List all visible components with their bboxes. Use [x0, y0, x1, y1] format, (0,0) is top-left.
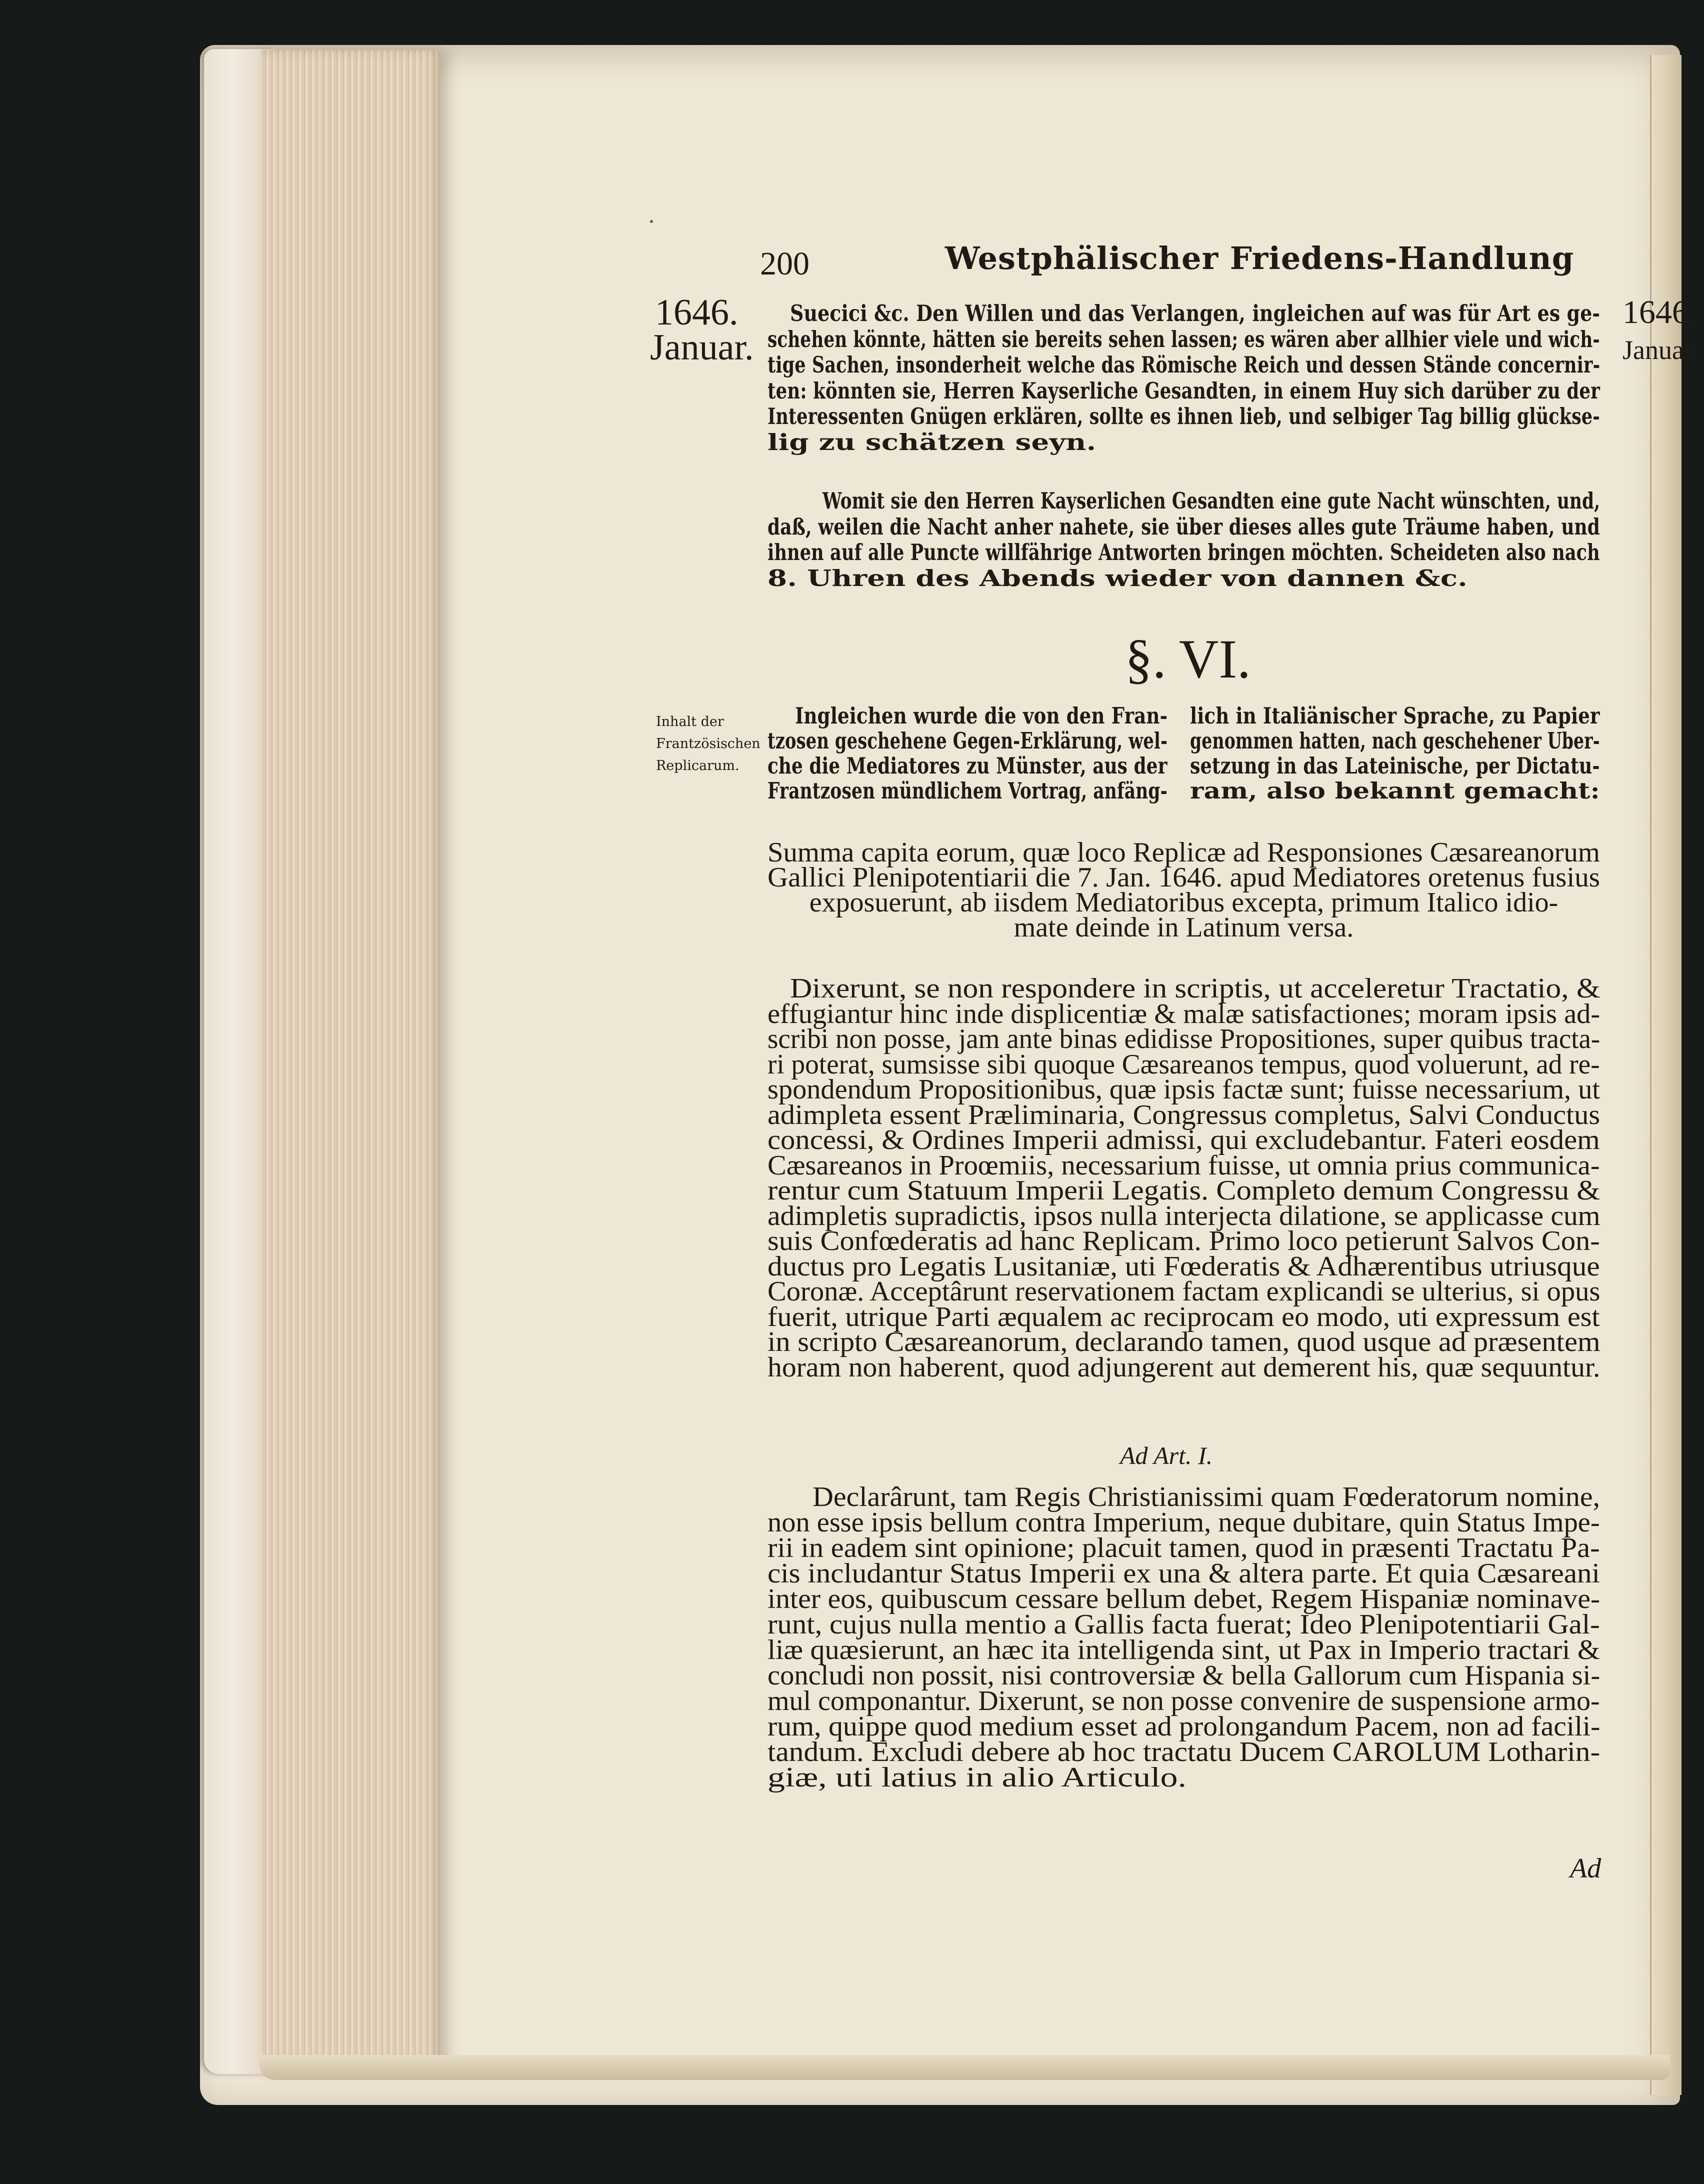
text-line: Coronæ. Acceptârunt reservationem factam explicandi se ulterius, si opus	[768, 1276, 1600, 1307]
margin-year-right: 1646.	[1622, 294, 1697, 330]
text-line: adimpletis supradictis, ipsos nulla interjecta dilatione, se applicasse cum	[768, 1200, 1600, 1232]
text-line: genommen hatten, nach geschehener Uber-	[1190, 728, 1600, 754]
text-line: giæ, uti latius in alio Articulo.	[768, 1762, 1187, 1793]
text-line: inter eos, quibuscum cessare bellum debet, Regem Hispaniæ nominave-	[768, 1584, 1600, 1614]
page-number: 200	[760, 246, 810, 282]
catchword: Ad	[1570, 1853, 1602, 1884]
text-line: fuerit, utrique Parti æqualem ac reciprocam eo modo, uti expressum est	[768, 1301, 1600, 1332]
text-line: cis includantur Status Imperii ex una & altera parte. Et quia Cæsareani	[768, 1558, 1600, 1589]
text-line: concludi non possit, nisi controversiæ & bella Gallorum cum Hispania si-	[768, 1660, 1600, 1691]
text-line: Dixerunt, se non respondere in scriptis, ut acceleretur Tractatio, &	[790, 973, 1600, 1004]
text-line: che die Mediatores zu Münster, aus der	[768, 752, 1168, 779]
text-line: mul componantur. Dixerunt, se non posse convenire de suspensione armo-	[768, 1686, 1600, 1716]
text-line: in scripto Cæsareanorum, declarando tamen, quod usque ad præsentem	[768, 1326, 1600, 1358]
text-line: mate deinde in Latinum versa.	[1014, 912, 1354, 943]
text-line: schehen könnte, hätten sie bereits sehen lassen; es wären aber allhier viele und wich-	[768, 326, 1600, 352]
text-line: lich in Italiänischer Sprache, zu Papier	[1190, 702, 1600, 729]
margin-year-left: 1646.	[655, 292, 738, 333]
text-line: tandum. Excludi debere ab hoc tractatu Ducem CAROLUM Lotharin-	[768, 1736, 1600, 1768]
margin-note-line-3: Replicarum.	[656, 758, 740, 774]
text-line: ri poterat, sumsisse sibi quoque Cæsareanos tempus, quod voluerunt, ad re-	[768, 1048, 1600, 1080]
text-line: tzosen geschehene Gegen-Erklärung, wel-	[768, 728, 1168, 754]
margin-note-line-1: Inhalt der	[656, 714, 724, 730]
text-line: rum, quippe quod medium esset ad prolongandum Pacem, non ad facili-	[768, 1711, 1600, 1742]
text-line: Ingleichen wurde die von den Fran-	[795, 702, 1168, 729]
margin-month-left: Januar.	[650, 327, 754, 368]
text-line: Cæsareanos in Proœmiis, necessarium fuisse, ut omnia prius communica-	[768, 1150, 1600, 1181]
text-line: ram, also bekannt gemacht:	[1190, 778, 1600, 804]
text-line: Frantzosen mündlichem Vortrag, anfäng-	[768, 778, 1168, 804]
text-line: Gallici Plenipotentiarii die 7. Jan. 1646. apud Mediatores oretenus fusius	[768, 862, 1600, 893]
text-line: liæ quæsierunt, an hæc ita intelligenda sint, ut Pax in Imperio tractari &	[768, 1634, 1600, 1666]
text-line: spondendum Propositionibus, quæ ipsis factæ sunt; fuisse necessarium, ut	[768, 1074, 1600, 1105]
margin-month-right: Januar.	[1622, 335, 1698, 365]
margin-note-line-2: Frantzösischen	[656, 736, 760, 752]
text-line: Interessenten Gnügen erklären, sollte es ihnen lieb, und selbiger Tag billig glückse-	[768, 403, 1600, 430]
text-line: concessi, & Ordines Imperii admissi, qui excludebantur. Fateri eosdem	[768, 1124, 1600, 1156]
text-line: runt, cujus nulla mentio a Gallis facta fuerat; Ideo Plenipotentiarii Gal-	[768, 1609, 1600, 1640]
text-line: exposuerunt, ab iisdem Mediatoribus excepta, primum Italico idio-	[809, 887, 1558, 918]
page-stack-edges	[260, 50, 440, 2070]
text-line: daß, weilen die Nacht anher nahete, sie über dieses alles gute Träume haben, und	[768, 513, 1600, 540]
text-line: Womit sie den Herren Kayserlichen Gesandten eine gute Nacht wünschten, und,	[822, 488, 1600, 514]
text-line: scribi non posse, jam ante binas edidisse Propositiones, super quibus tracta-	[768, 1024, 1600, 1054]
text-line: ten: könnten sie, Herren Kayserliche Gesandten, in einem Huy sich darüber zu der	[768, 377, 1600, 404]
text-line: horam non haberent, quod adjungerent aut demerent his, quæ sequuntur.	[768, 1352, 1600, 1383]
text-line: Summa capita eorum, quæ loco Replicæ ad Responsiones Cæsareanorum	[768, 837, 1600, 868]
section-title: §. VI.	[1125, 628, 1251, 690]
running-title: Westphälischer Friedens-Handlung	[945, 240, 1574, 276]
text-line: rentur cum Statuum Imperii Legatis. Completo demum Congressu &	[768, 1175, 1600, 1206]
text-line: non esse ipsis bellum contra Imperium, neque dubitare, quin Status Impe-	[768, 1507, 1600, 1538]
text-line: ihnen auf alle Puncte willfährige Antworten bringen möchten. Scheideten also nach	[768, 539, 1600, 566]
text-line: suis Confœderatis ad hanc Replicam. Primo loco petierunt Salvos Con-	[768, 1226, 1600, 1256]
article-heading: Ad Art. I.	[1120, 1442, 1213, 1470]
ink-speck	[650, 220, 653, 223]
text-line: setzung in das Lateinische, per Dictatu-	[1190, 752, 1600, 779]
text-line: 8. Uhren des Abends wieder von dannen &c.	[768, 564, 1468, 592]
text-line: Declarârunt, tam Regis Christianissimi quam Fœderatorum nomine,	[812, 1482, 1600, 1512]
text-line: rii in eadem sint opinione; placuit tamen, quod in præsenti Tractatu Pa-	[768, 1532, 1600, 1564]
text-line: adimpleta essent Præliminaria, Congressus completus, Salvi Conductus	[768, 1099, 1600, 1130]
text-line: tige Sachen, insonderheit welche das Römische Reich und dessen Stände concernir-	[768, 352, 1600, 378]
text-line: ductus pro Legatis Lusitaniæ, uti Fœderatis & Adhærentibus utriusque	[768, 1250, 1600, 1282]
text-line: effugiantur hinc inde displicentiæ & malæ satisfactiones; moram ipsis ad-	[768, 998, 1600, 1030]
text-line: lig zu schätzen seyn.	[768, 428, 1096, 456]
page-bottom-edge	[260, 2055, 1670, 2080]
text-line: Suecici &c. Den Willen und das Verlangen, ingleichen auf was für Art es ge-	[790, 300, 1600, 326]
